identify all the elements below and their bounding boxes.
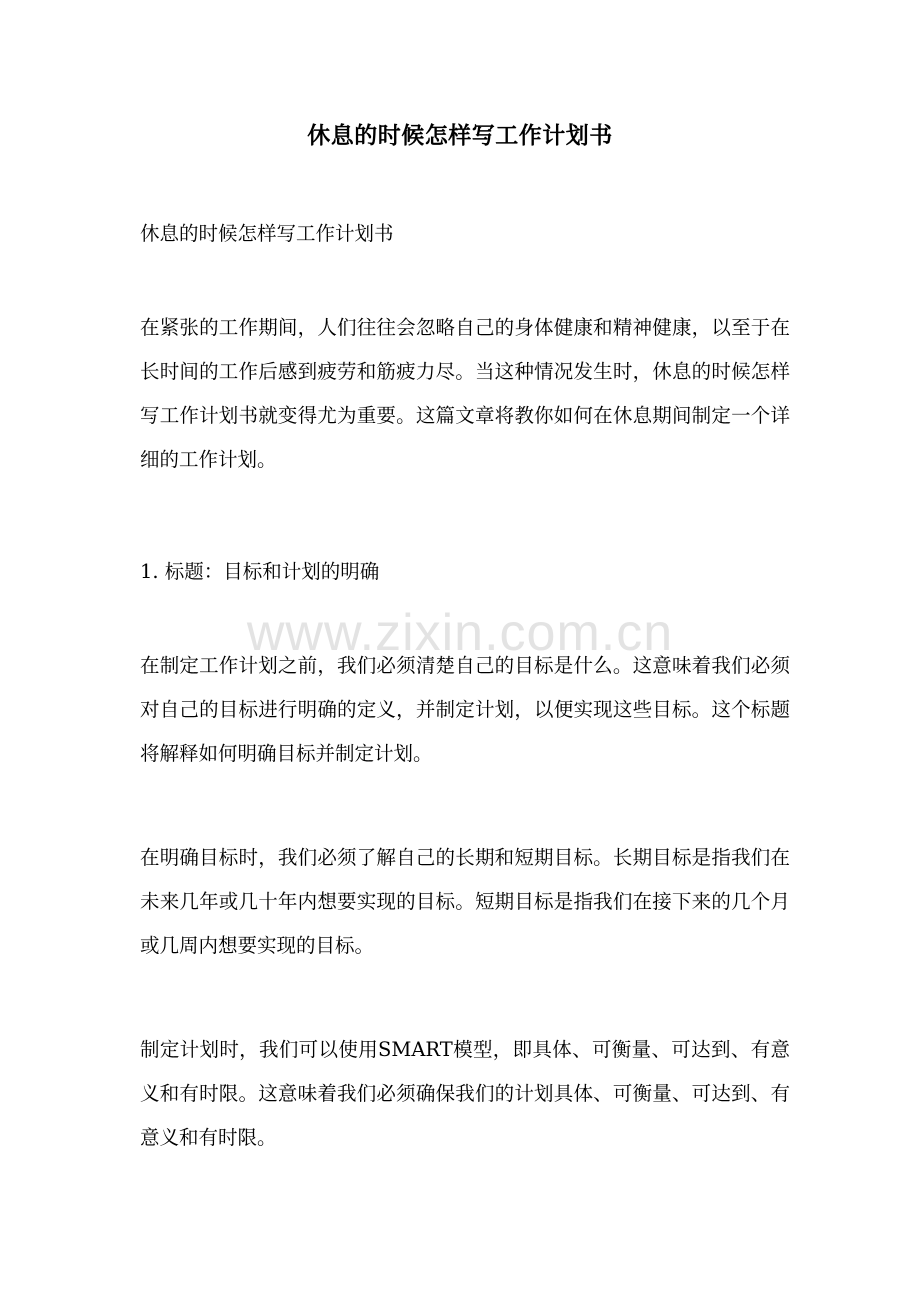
paragraph-smart-model: 制定计划时，我们可以使用SMART模型，即具体、可衡量、可达到、有意义和有时限。这意味着我们必须确保我们的计划具体、可衡量、可达到、有意义和有时限。 — [140, 1038, 790, 1149]
document-title: 休息的时候怎样写工作计划书 — [307, 122, 613, 149]
section-heading-1: 1. 标题：目标和计划的明确 — [140, 560, 380, 583]
watermark: www.zixin.com.cn — [246, 604, 674, 662]
document-subtitle: 休息的时候怎样写工作计划书 — [140, 222, 394, 245]
paragraph-intro: 在紧张的工作期间，人们往往会忽略自己的身体健康和精神健康，以至于在长时间的工作后感到疲劳和筋疲力尽。当这种情况发生时，休息的时候怎样写工作计划书就变得尤为重要。这篇文章将教你如何在休息期间制定一个详细的工作计划。 — [140, 316, 790, 471]
paragraph-goals: 在制定工作计划之前，我们必须清楚自己的目标是什么。这意味着我们必须对自己的目标进行明确的定义，并制定计划，以便实现这些目标。这个标题将解释如何明确目标并制定计划。 — [140, 654, 790, 765]
paragraph-long-short-term: 在明确目标时，我们必须了解自己的长期和短期目标。长期目标是指我们在未来几年或几十年内想要实现的目标。短期目标是指我们在接下来的几个月或几周内想要实现的目标。 — [140, 846, 790, 957]
